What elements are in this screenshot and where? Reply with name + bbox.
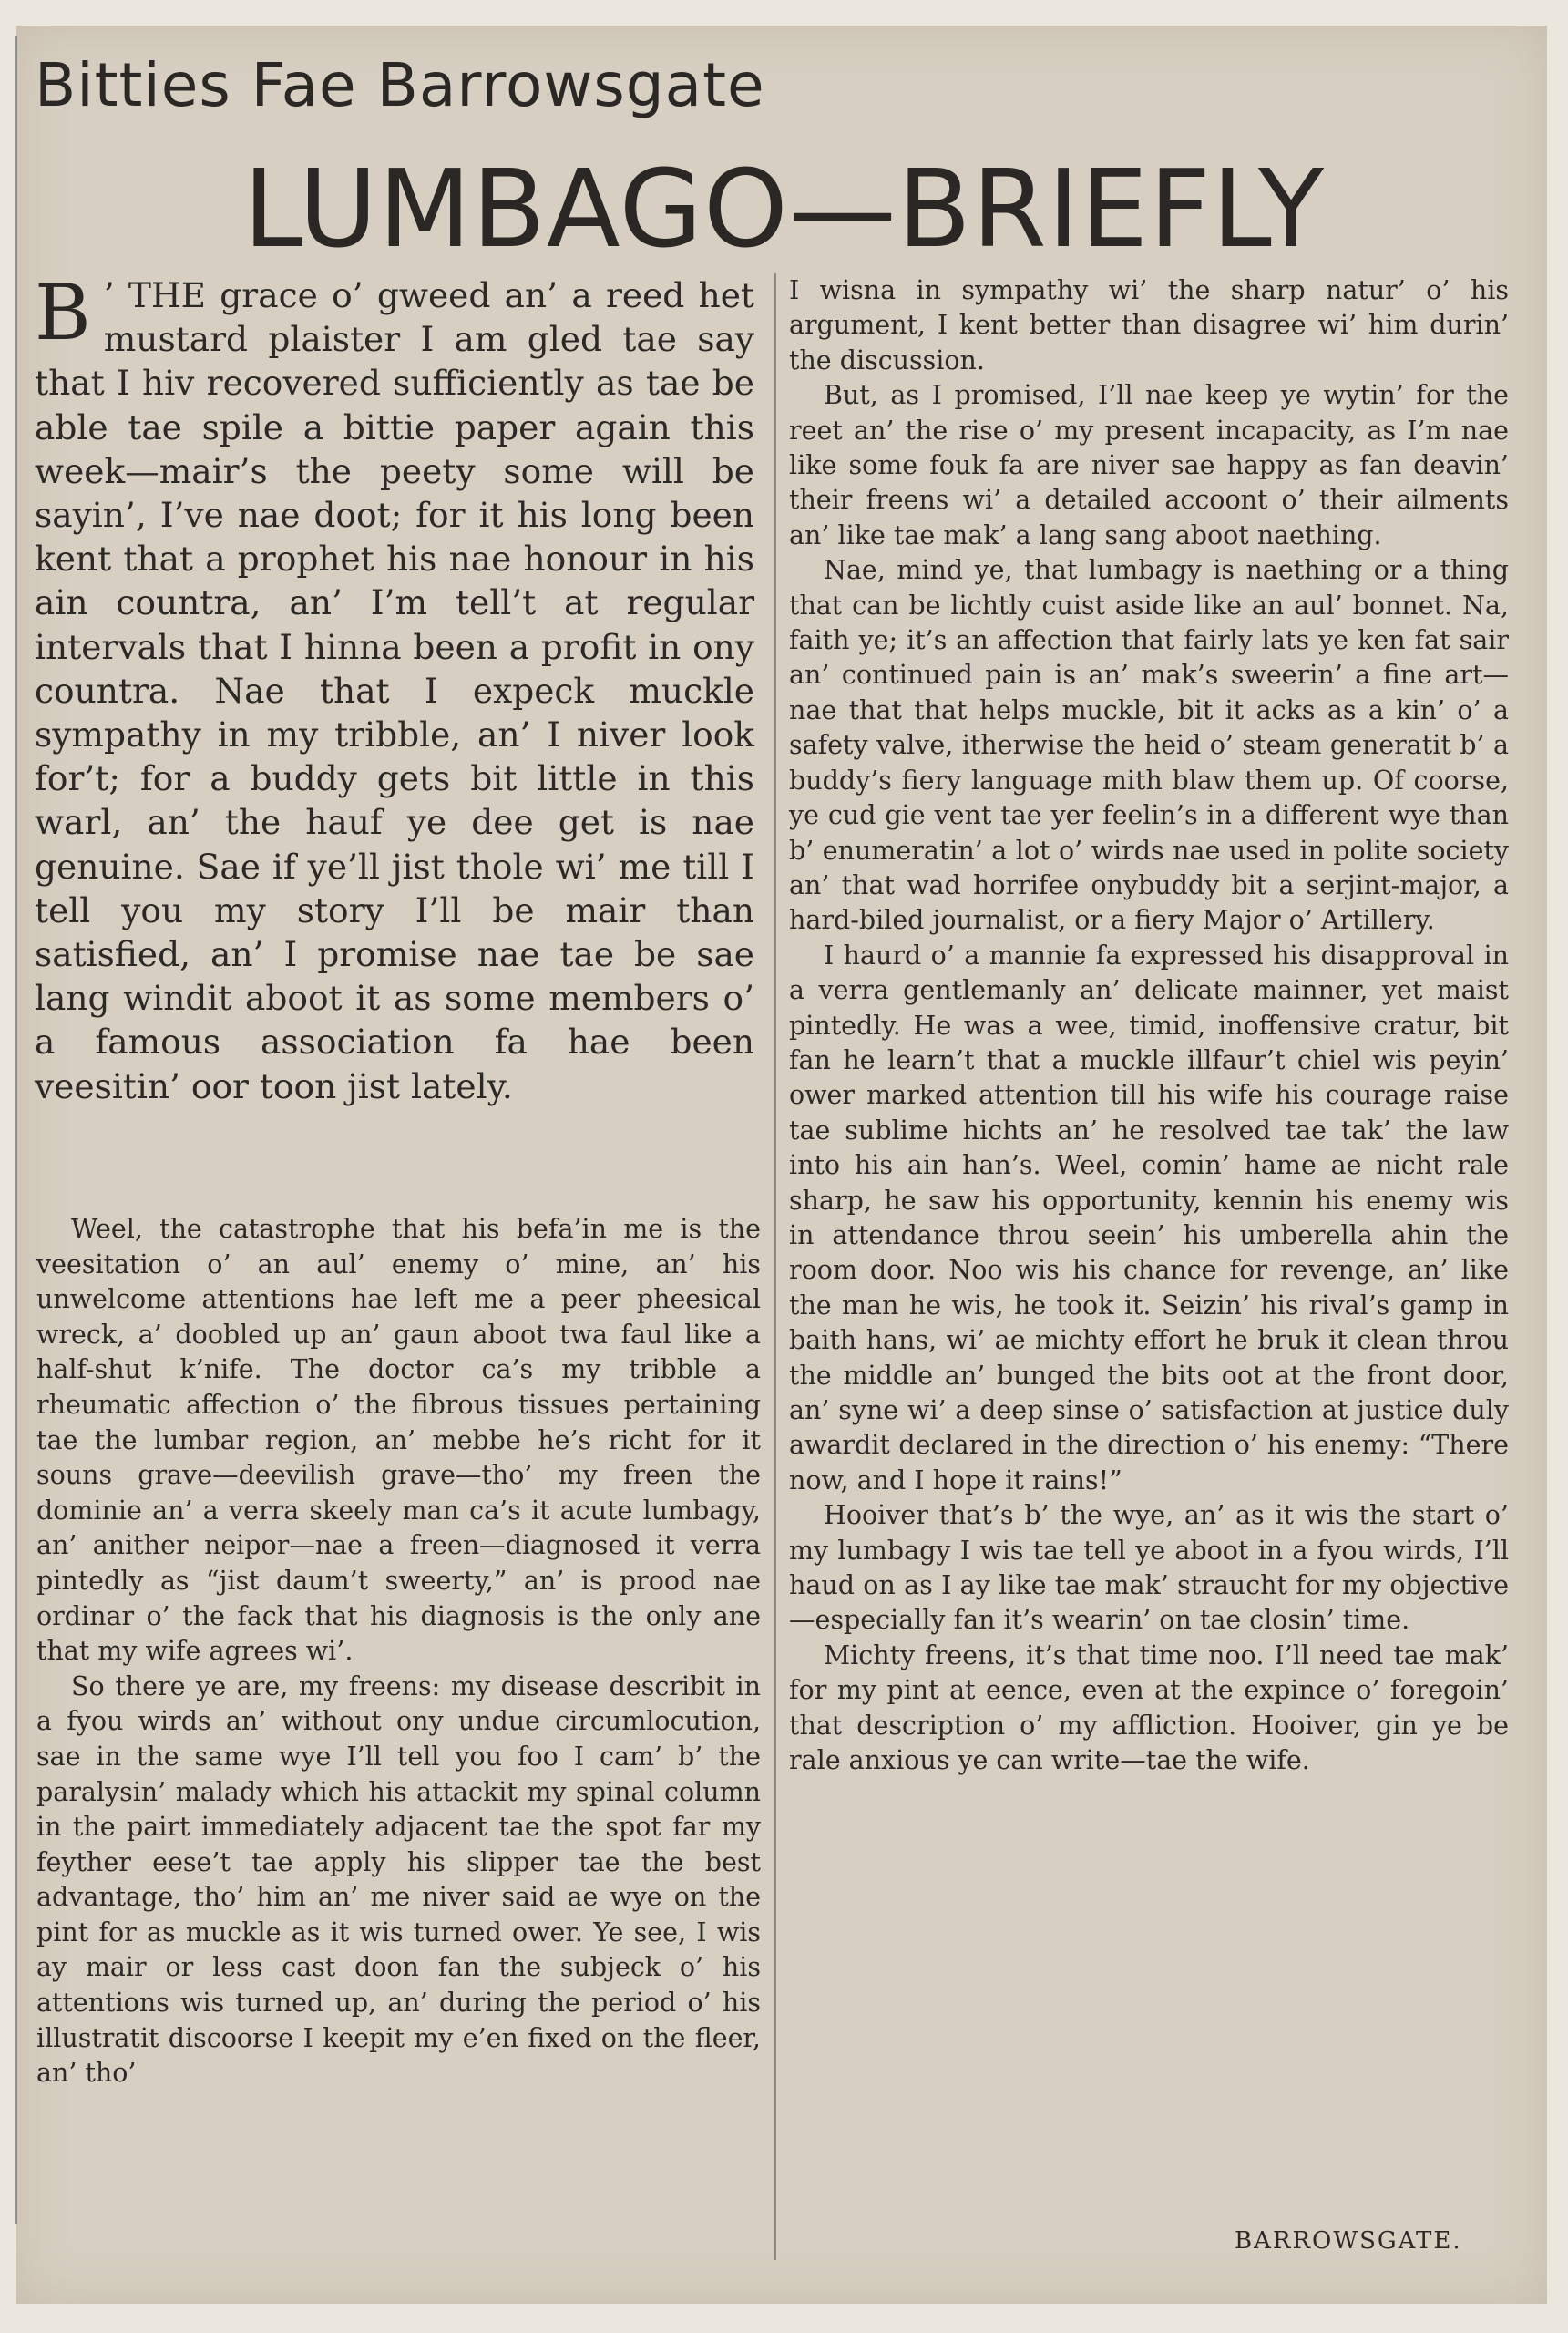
paragraph: Weel, the catastrophe that his befa’in me is the veesitation o’ an aul’ enemy o’ mine, an’ his unwelcome attentions hae left me a peer pheesical wreck, a’ doobled up an’ gaun aboot twa faul like a half-shut k’nife. The doctor ca’s my tribble a rheumatic affection o’ the fibrous tissues pertaining tae the lumbar region, an’ mebbe he’s richt for it souns grave—deevilish grave—tho’ my freen the dominie an’ a verra skeely man ca’s it acute lumbagy, an’ anither neipor—nae a freen—diagnosed it verra pintedly as “jist daum’t sweerty,” an’ is prood nae ordinar o’ the fack that his diagnosis is the only ane that my wife agrees wi’.	[36, 1214, 761, 1667]
paragraph: Hooiver that’s b’ the wye, an’ as it wis the start o’ my lumbagy I wis tae tell ye aboot in a fyou wirds, I’ll haud on as I ay like tae mak’ straucht for my objective—especially fan it’s wearin’ on tae closin’ time.	[789, 1500, 1509, 1636]
drop-cap: B	[35, 268, 91, 357]
column-kicker: Bitties Fae Barrowsgate	[35, 50, 765, 120]
paragraph: I haurd o’ a mannie fa expressed his disapproval in a verra gentlemanly an’ delicate mainner, yet maist pintedly. He was a wee, timid, inoffensive cratur, bit fan he learn’t that a muckle illfaur’t chiel wis peyin’ ower marked attention till his wife his courage raise tae sublime hichts an’ he resolved tae tak’ the law into his ain han’s. Weel, comin’ hame ae nicht rale sharp, he saw his opportunity, kennin his enemy wis in attendance throu seein’ his umberella ahin the room door. Noo wis his chance for revenge, an’ like the man he wis, he took it. Seizin’ his rival’s gamp in baith hans, wi’ ae michty effort he bruk it clean throu the middle an’ bunged the bits oot at the front door, an’ syne wi’ a deep sinse o’ satisfaction at justice duly awardit declared in the direction o’ his enemy: “There now, and I hope it rains!”	[789, 940, 1509, 1495]
paragraph: Nae, mind ye, that lumbagy is naething or a thing that can be lichtly cuist aside like an aul’ bonnet. Na, faith ye; it’s an affection that fairly lats ye ken fat sair an’ continued pain is an’ mak’s sweerin’ a fine art—nae that that helps muckle, bit it acks as a kin’ o’ a safety valve, itherwise the heid o’ steam generatit b’ a buddy’s fiery language mith blaw them up. Of coorse, ye cud gie vent tae yer feelin’s in a different wye than b’ enumeratin’ a lot o’ wirds nae used in polite society an’ that wad horrifee onybuddy bit a serjint-major, a hard-biled journalist, or a fiery Major o’ Artillery.	[789, 555, 1509, 936]
lead-paragraph	[35, 268, 754, 1108]
right-column-body	[789, 273, 1509, 1778]
paragraph: Michty freens, it’s that time noo. I’ll need tae mak’ for my pint at eence, even at the expince o’ foregoin’ that description o’ my affliction. Hooiver, gin ye be rale anxious ye can write—tae the wife.	[789, 1639, 1509, 1776]
lead-text: ’ THE grace o’ gweed an’ a reed het mustard plaister I am gled tae say that I hiv recovered sufficiently as tae be able tae spile a bittie paper again this week—mair’s the peety some will be sayin’, I’ve nae doot; for it his long been kent that a prophet his nae honour in his ain countra, an’ I’m tell’t at regular intervals that I hinna been a profit in ony countra. Nae that I expeck muckle sympathy in my tribble, an’ I niver look for’t; for a buddy gets bit little in this warl, an’ the hauf ye dee get is nae genuine. Sae if ye’ll jist thole wi’ me till I tell you my story I’ll be mair than satisfied, an’ I promise nae tae be sae lang windit aboot it as some members o’ a famous association fa hae been veesitin’ oor toon jist lately.	[35, 275, 754, 1106]
author-signature: BARROWSGATE.	[1235, 2227, 1462, 2255]
paragraph: So there ye are, my freens: my disease describit in a fyou wirds an’ without ony undue circumlocution, sae in the same wye I’ll tell you foo I cam’ b’ the paralysin’ malady which his attackit my spinal column in the pairt immediately adjacent tae the spot far my feyther eese’t tae apply his slipper tae the best advantage, tho’ him an’ me niver said ae wye on the pint for as muckle as it wis turned ower. Ye see, I wis ay mair or less cast doon fan the subjeck o’ his attentions wis turned up, an’ during the period o’ his illustratit discoorse I keepit my e’en fixed on the fleer, an’ tho’	[36, 1670, 761, 2089]
paragraph: But, as I promised, I’ll nae keep ye wytin’ for the reet an’ the rise o’ my present incapacity, as I’m nae like some fouk fa are niver sae happy as fan deavin’ their freens wi’ a detailed accoont o’ their ailments an’ like tae mak’ a lang sang aboot naething.	[789, 380, 1509, 550]
left-column-body	[36, 1212, 761, 2091]
column-divider	[774, 273, 776, 2260]
paragraph: I wisna in sympathy wi’ the sharp natur’ o’ his argument, I kent better than disagree wi’ him durin’ the discussion.	[789, 275, 1509, 375]
article-headline: LUMBAGO—BRIEFLY	[242, 146, 1326, 272]
left-edge-rule	[15, 36, 17, 2224]
